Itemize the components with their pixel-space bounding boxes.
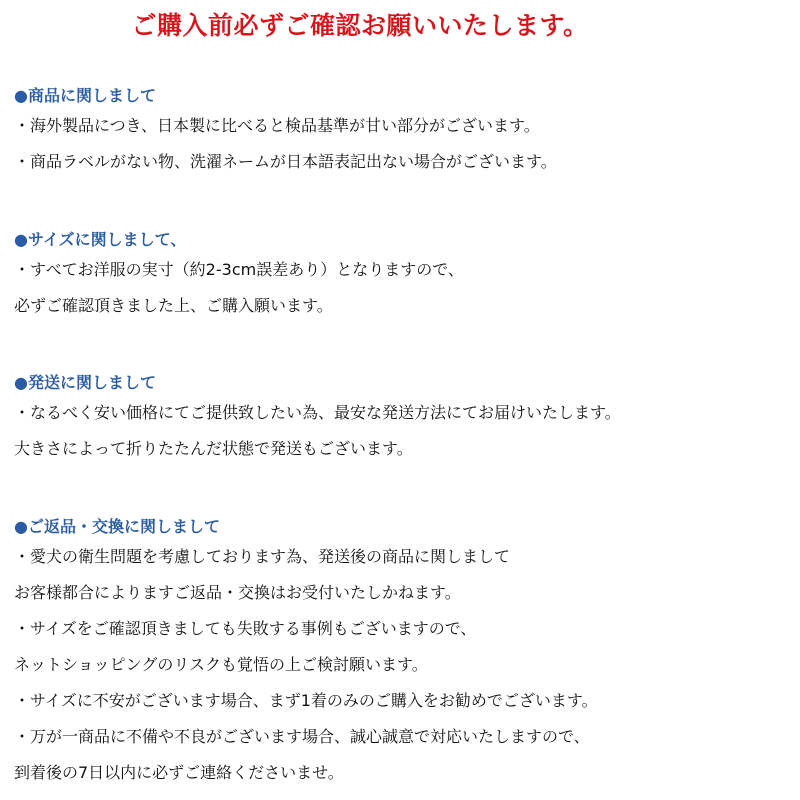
section-shipping (14, 371, 794, 467)
return-line-7: 到着後の7日以内に必ずご連絡くださいませ。 (14, 763, 344, 782)
section-heading-size: ●サイズに関しまして、 (14, 230, 187, 249)
product-line-2: ・商品ラベルがない物、洗濯ネームが日本語表記出ない場合がございます。 (14, 152, 557, 171)
product-line-1: ・海外製品につき、日本製に比べると検品基準が甘い部分がございます。 (14, 116, 540, 135)
return-line-5: ・サイズに不安がございます場合、まず1着のみのご購入をお勧めでございます。 (14, 691, 598, 710)
return-line-6: ・万が一商品に不備や不良がございます場合、誠心誠意で対応いたしますので、 (14, 727, 590, 746)
section-heading-return: ●ご返品・交換に関しまして (14, 517, 220, 536)
section-size (14, 228, 794, 324)
return-line-4: ネットショッピングのリスクも覚悟の上ご検討願います。 (14, 655, 428, 674)
return-line-3: ・サイズをご確認頂きましても失敗する事例もございますので、 (14, 619, 477, 638)
section-heading-shipping: ●発送に関しまして (14, 373, 156, 392)
size-line-1: ・すべてお洋服の実寸（約2-3cm誤差あり）となりますので、 (14, 260, 464, 279)
section-heading-product: ●商品に関しまして (14, 86, 156, 105)
return-line-1: ・愛犬の衛生問題を考慮しております為、発送後の商品に関しまして (14, 547, 511, 566)
shipping-line-2: 大きさによって折りたたんだ状態で発送もございます。 (14, 439, 413, 458)
page-title: ご購入前必ずご確認お願いいたします。 (131, 11, 589, 40)
return-line-2: お客様都合によりますご返品・交換はお受付いたしかねます。 (14, 583, 461, 602)
size-line-2: 必ずご確認頂きました上、ご購入願います。 (14, 296, 333, 315)
section-product (14, 84, 794, 180)
section-return (14, 515, 794, 791)
shipping-line-1: ・なるべく安い価格にてご提供致したい為、最安な発送方法にてお届けいたします。 (14, 403, 621, 422)
